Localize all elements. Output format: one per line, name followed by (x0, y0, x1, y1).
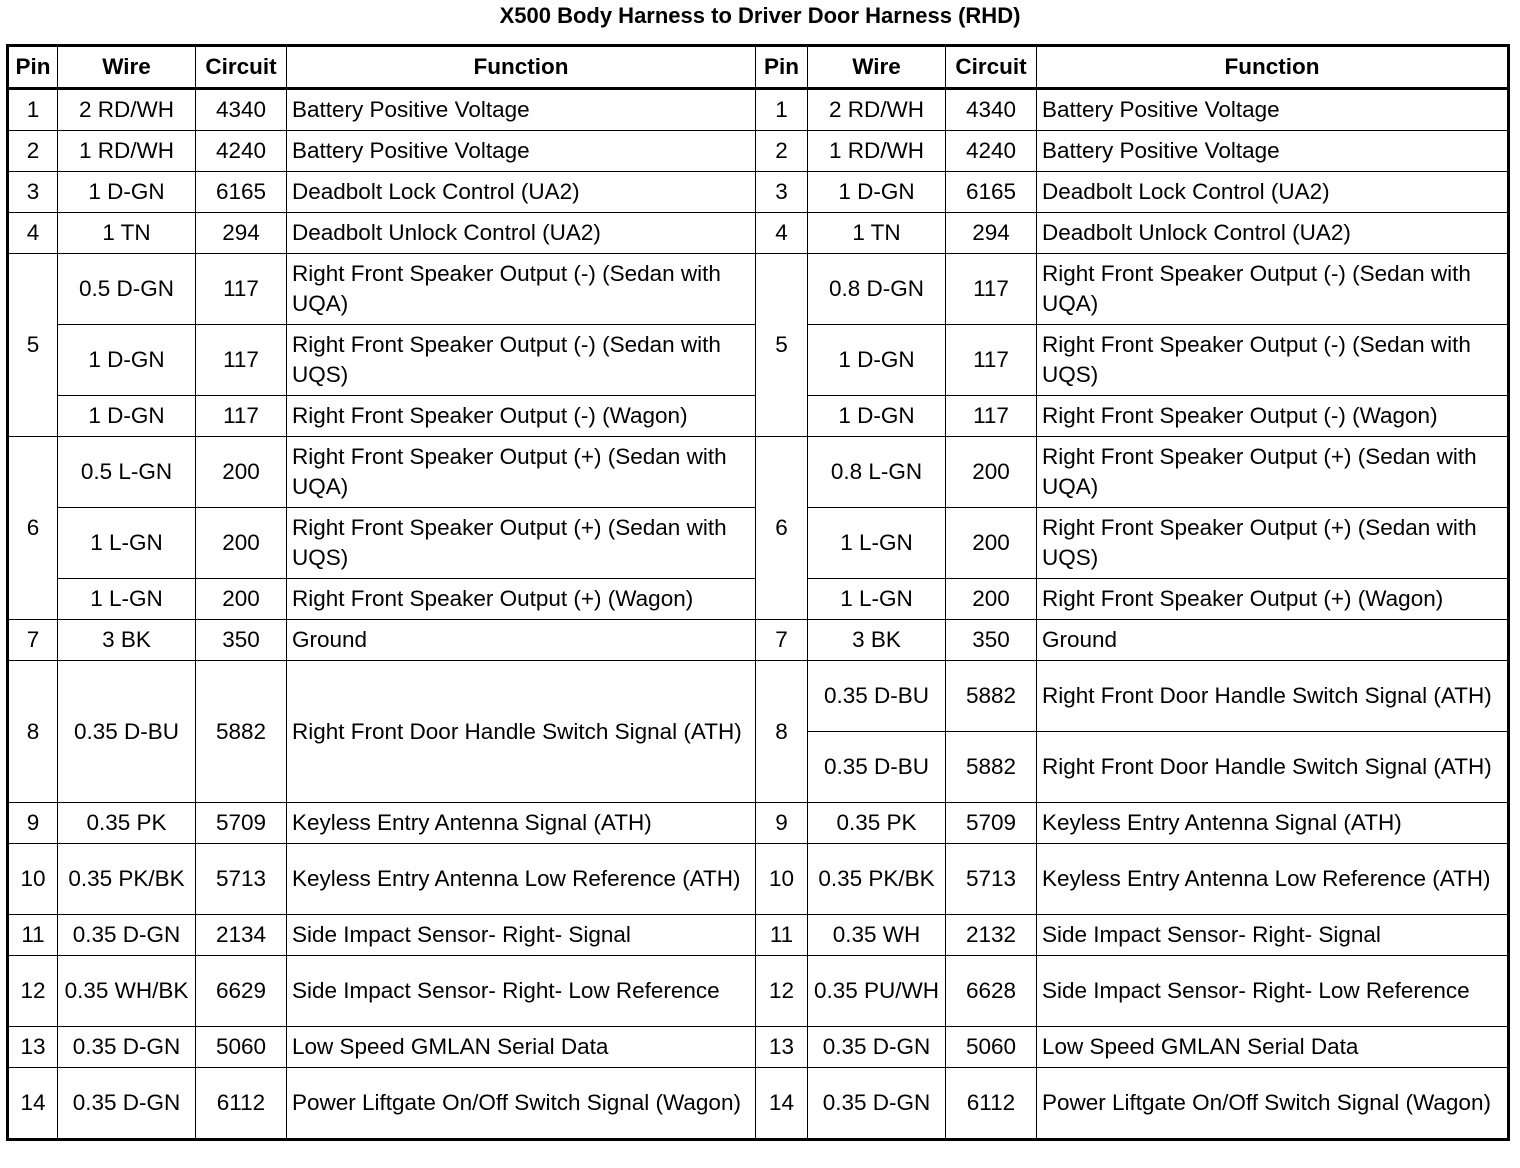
header-function: Function (1037, 46, 1509, 89)
function-cell: Right Front Speaker Output (-) (Wagon) (287, 396, 756, 437)
wire-cell: 1 L-GN (58, 508, 196, 579)
header-wire: Wire (808, 46, 946, 89)
table-row (8, 620, 1509, 661)
function-cell: Battery Positive Voltage (1037, 89, 1509, 131)
connector-table (6, 44, 1510, 1141)
function-cell: Right Front Speaker Output (+) (Sedan with UQS) (287, 508, 756, 579)
pin-cell: 9 (8, 803, 58, 844)
pin-cell: 10 (756, 844, 808, 915)
function-cell: Deadbolt Unlock Control (UA2) (1037, 213, 1509, 254)
table-row (8, 844, 1509, 915)
pin-cell: 1 (8, 89, 58, 131)
circuit-cell: 6629 (196, 956, 287, 1027)
wire-cell: 1 D-GN (58, 172, 196, 213)
function-cell: Keyless Entry Antenna Signal (ATH) (1037, 803, 1509, 844)
pin-cell: 11 (8, 915, 58, 956)
function-cell: Side Impact Sensor- Right- Low Reference (287, 956, 756, 1027)
wire-cell: 0.8 L-GN (808, 437, 946, 508)
circuit-cell: 350 (946, 620, 1037, 661)
pin-cell: 7 (756, 620, 808, 661)
circuit-cell: 5713 (946, 844, 1037, 915)
function-cell: Low Speed GMLAN Serial Data (287, 1027, 756, 1068)
function-cell: Low Speed GMLAN Serial Data (1037, 1027, 1509, 1068)
circuit-cell: 200 (946, 437, 1037, 508)
pin-cell: 3 (756, 172, 808, 213)
wire-cell: 2 RD/WH (58, 89, 196, 131)
function-cell: Keyless Entry Antenna Signal (ATH) (287, 803, 756, 844)
wire-cell: 0.35 D-GN (58, 1027, 196, 1068)
pin-cell: 2 (8, 131, 58, 172)
circuit-cell: 2132 (946, 915, 1037, 956)
circuit-cell: 5713 (196, 844, 287, 915)
wire-cell: 0.35 D-GN (58, 915, 196, 956)
pin-cell: 12 (756, 956, 808, 1027)
wire-cell: 0.35 PK (808, 803, 946, 844)
wire-cell: 3 BK (58, 620, 196, 661)
function-cell: Side Impact Sensor- Right- Signal (1037, 915, 1509, 956)
pin-cell: 14 (756, 1068, 808, 1140)
circuit-cell: 6165 (196, 172, 287, 213)
function-cell: Right Front Door Handle Switch Signal (ATH) (287, 661, 756, 803)
circuit-cell: 294 (196, 213, 287, 254)
wire-cell: 0.35 PK/BK (58, 844, 196, 915)
wire-cell: 0.35 D-GN (808, 1027, 946, 1068)
wire-cell: 1 RD/WH (808, 131, 946, 172)
pin-cell: 6 (756, 437, 808, 620)
circuit-cell: 294 (946, 213, 1037, 254)
header-function: Function (287, 46, 756, 89)
wire-cell: 1 L-GN (58, 579, 196, 620)
pin-cell: 12 (8, 956, 58, 1027)
wire-cell: 0.35 PU/WH (808, 956, 946, 1027)
table-row (8, 956, 1509, 1027)
circuit-cell: 6165 (946, 172, 1037, 213)
table-row (8, 437, 1509, 508)
pin-cell: 5 (8, 254, 58, 437)
pin-cell: 5 (756, 254, 808, 437)
function-cell: Right Front Speaker Output (+) (Sedan with UQA) (287, 437, 756, 508)
circuit-cell: 200 (946, 579, 1037, 620)
pin-cell: 11 (756, 915, 808, 956)
pin-cell: 14 (8, 1068, 58, 1140)
pin-cell: 13 (756, 1027, 808, 1068)
wire-cell: 1 L-GN (808, 579, 946, 620)
pin-cell: 7 (8, 620, 58, 661)
circuit-cell: 117 (946, 325, 1037, 396)
function-cell: Ground (287, 620, 756, 661)
wire-cell: 1 D-GN (58, 396, 196, 437)
wire-cell: 0.35 WH/BK (58, 956, 196, 1027)
function-cell: Right Front Speaker Output (+) (Wagon) (1037, 579, 1509, 620)
circuit-cell: 117 (196, 396, 287, 437)
function-cell: Keyless Entry Antenna Low Reference (ATH) (287, 844, 756, 915)
circuit-cell: 350 (196, 620, 287, 661)
table-row (8, 915, 1509, 956)
table-row (8, 1068, 1509, 1140)
function-cell: Right Front Door Handle Switch Signal (ATH) (1037, 661, 1509, 732)
circuit-cell: 117 (946, 254, 1037, 325)
function-cell: Deadbolt Lock Control (UA2) (1037, 172, 1509, 213)
wire-cell: 0.8 D-GN (808, 254, 946, 325)
wire-cell: 0.5 L-GN (58, 437, 196, 508)
circuit-cell: 117 (946, 396, 1037, 437)
wire-cell: 0.35 D-GN (808, 1068, 946, 1140)
pin-cell: 1 (756, 89, 808, 131)
function-cell: Power Liftgate On/Off Switch Signal (Wagon) (287, 1068, 756, 1140)
table-row (8, 131, 1509, 172)
wire-cell: 0.35 D-BU (58, 661, 196, 803)
function-cell: Right Front Speaker Output (-) (Sedan with UQA) (1037, 254, 1509, 325)
wire-cell: 1 TN (58, 213, 196, 254)
function-cell: Keyless Entry Antenna Low Reference (ATH) (1037, 844, 1509, 915)
function-cell: Right Front Speaker Output (-) (Wagon) (1037, 396, 1509, 437)
wire-cell: 1 D-GN (58, 325, 196, 396)
circuit-cell: 5060 (196, 1027, 287, 1068)
function-cell: Power Liftgate On/Off Switch Signal (Wagon) (1037, 1068, 1509, 1140)
pin-cell: 10 (8, 844, 58, 915)
function-cell: Side Impact Sensor- Right- Signal (287, 915, 756, 956)
circuit-cell: 5709 (946, 803, 1037, 844)
circuit-cell: 6112 (946, 1068, 1037, 1140)
pin-cell: 3 (8, 172, 58, 213)
function-cell: Right Front Speaker Output (+) (Sedan with UQA) (1037, 437, 1509, 508)
header-pin: Pin (756, 46, 808, 89)
circuit-cell: 5882 (946, 661, 1037, 732)
header-row (8, 46, 1509, 89)
page-title: X500 Body Harness to Driver Door Harness (RHD) (499, 3, 1021, 28)
wire-cell: 1 D-GN (808, 325, 946, 396)
wire-cell: 0.35 D-GN (58, 1068, 196, 1140)
function-cell: Side Impact Sensor- Right- Low Reference (1037, 956, 1509, 1027)
function-cell: Deadbolt Lock Control (UA2) (287, 172, 756, 213)
circuit-cell: 4340 (196, 89, 287, 131)
circuit-cell: 5709 (196, 803, 287, 844)
circuit-cell: 200 (196, 508, 287, 579)
pin-cell: 8 (8, 661, 58, 803)
circuit-cell: 5060 (946, 1027, 1037, 1068)
pin-cell: 8 (756, 661, 808, 803)
circuit-cell: 4240 (196, 131, 287, 172)
wire-cell: 1 L-GN (808, 508, 946, 579)
circuit-cell: 117 (196, 254, 287, 325)
table-row (8, 1027, 1509, 1068)
wire-cell: 0.35 D-BU (808, 732, 946, 803)
wire-cell: 0.35 PK/BK (808, 844, 946, 915)
circuit-cell: 200 (196, 579, 287, 620)
circuit-cell: 4240 (946, 131, 1037, 172)
table-row (8, 661, 1509, 732)
function-cell: Right Front Speaker Output (-) (Sedan with UQA) (287, 254, 756, 325)
pin-cell: 9 (756, 803, 808, 844)
function-cell: Right Front Speaker Output (+) (Wagon) (287, 579, 756, 620)
table-row (8, 254, 1509, 325)
wire-cell: 2 RD/WH (808, 89, 946, 131)
wire-cell: 0.5 D-GN (58, 254, 196, 325)
pin-cell: 4 (8, 213, 58, 254)
circuit-cell: 6628 (946, 956, 1037, 1027)
pin-cell: 6 (8, 437, 58, 620)
wire-cell: 3 BK (808, 620, 946, 661)
wire-cell: 1 D-GN (808, 172, 946, 213)
function-cell: Battery Positive Voltage (1037, 131, 1509, 172)
function-cell: Battery Positive Voltage (287, 131, 756, 172)
pin-cell: 4 (756, 213, 808, 254)
wire-cell: 0.35 WH (808, 915, 946, 956)
function-cell: Right Front Speaker Output (-) (Sedan with UQS) (1037, 325, 1509, 396)
circuit-cell: 5882 (196, 661, 287, 803)
circuit-cell: 4340 (946, 89, 1037, 131)
function-cell: Right Front Speaker Output (+) (Sedan with UQS) (1037, 508, 1509, 579)
wire-cell: 0.35 PK (58, 803, 196, 844)
table-row (8, 172, 1509, 213)
table-row (8, 803, 1509, 844)
circuit-cell: 117 (196, 325, 287, 396)
circuit-cell: 200 (946, 508, 1037, 579)
circuit-cell: 2134 (196, 915, 287, 956)
function-cell: Ground (1037, 620, 1509, 661)
table-row (8, 89, 1509, 131)
header-wire: Wire (58, 46, 196, 89)
circuit-cell: 6112 (196, 1068, 287, 1140)
header-circuit: Circuit (196, 46, 287, 89)
circuit-cell: 200 (196, 437, 287, 508)
pin-cell: 2 (756, 131, 808, 172)
function-cell: Battery Positive Voltage (287, 89, 756, 131)
function-cell: Deadbolt Unlock Control (UA2) (287, 213, 756, 254)
table-row (8, 213, 1509, 254)
header-pin: Pin (8, 46, 58, 89)
wire-cell: 0.35 D-BU (808, 661, 946, 732)
function-cell: Right Front Speaker Output (-) (Sedan with UQS) (287, 325, 756, 396)
wire-cell: 1 RD/WH (58, 131, 196, 172)
pin-cell: 13 (8, 1027, 58, 1068)
wire-cell: 1 D-GN (808, 396, 946, 437)
header-circuit: Circuit (946, 46, 1037, 89)
circuit-cell: 5882 (946, 732, 1037, 803)
function-cell: Right Front Door Handle Switch Signal (ATH) (1037, 732, 1509, 803)
wire-cell: 1 TN (808, 213, 946, 254)
